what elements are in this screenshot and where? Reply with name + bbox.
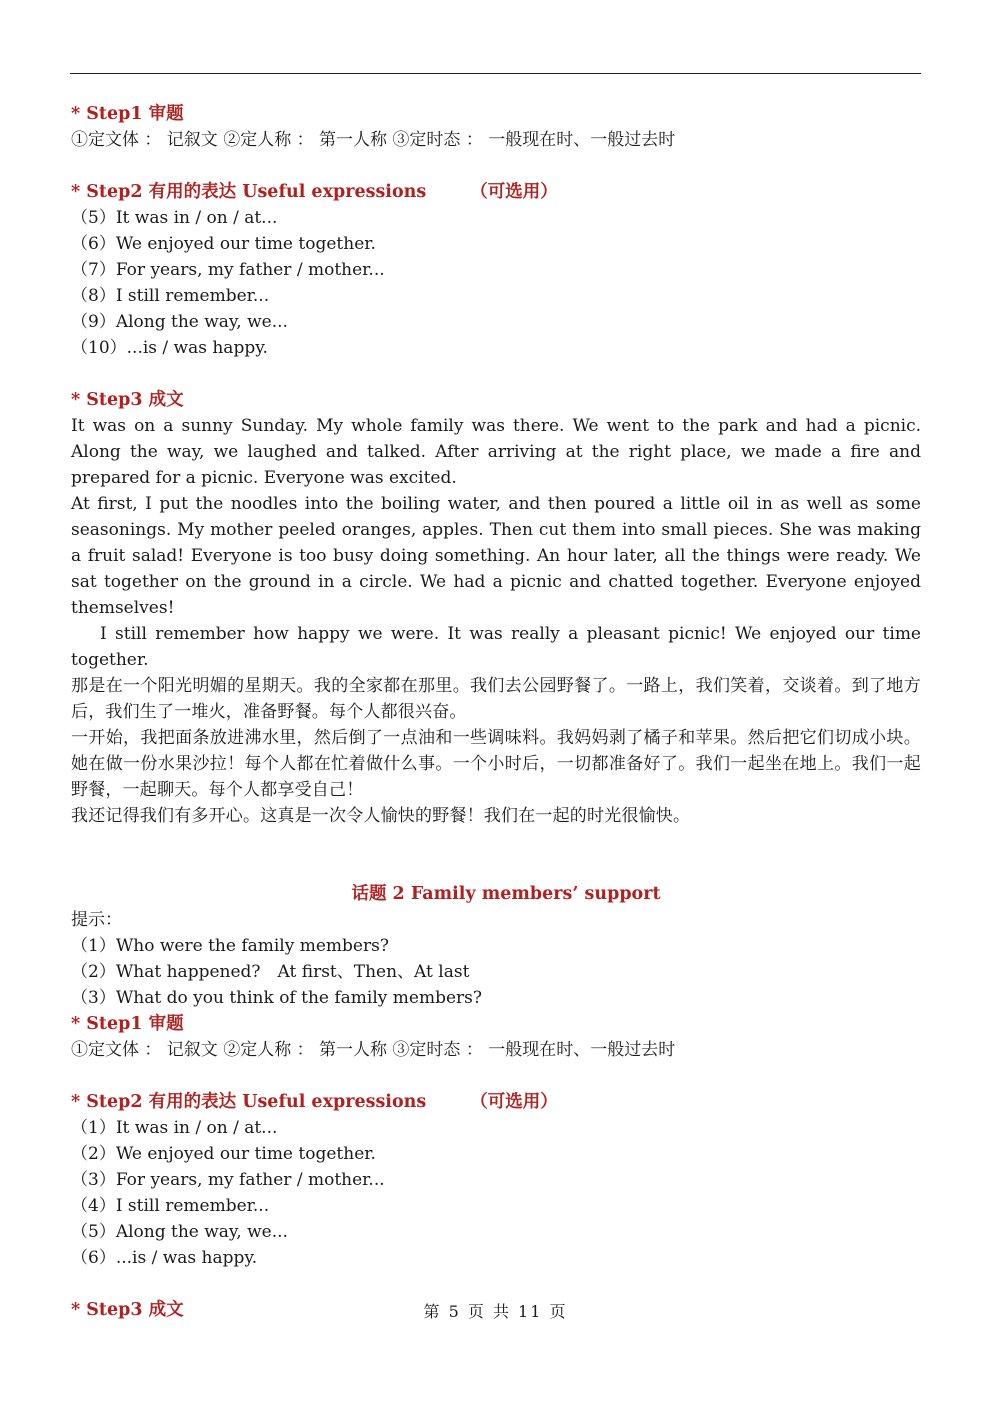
step2-heading	[71, 179, 921, 205]
expression-item: （10）...is / was happy.	[71, 338, 268, 358]
topic2-step1-line: ①定文体 ： 记叙文 ②定人称 ： 第一人称 ③定时态 ： 一般现在时、一般过去时	[71, 1040, 676, 1060]
step1-heading: * Step1 审题	[71, 104, 184, 124]
topic2-step2-optional: （可选用）	[470, 1092, 558, 1112]
topic2-step3-heading: * Step3 成文	[71, 1300, 184, 1320]
step2-heading-text: * Step2 有用的表达 Useful expressions	[71, 182, 427, 202]
expression-item: （7）For years, my father / mother...	[71, 260, 385, 280]
topic2-step2-heading-text: * Step2 有用的表达 Useful expressions	[71, 1092, 427, 1112]
expression-item: （9）Along the way, we...	[71, 312, 288, 332]
topic2-expression-item: （3）For years, my father / mother...	[71, 1170, 385, 1190]
step1-line: ①定文体 ： 记叙文 ②定人称 ： 第一人称 ③定时态 ： 一般现在时、一般过去时	[71, 130, 676, 150]
page-number: 第 5 页 共 11 页	[423, 1302, 568, 1321]
topic2-title: 话题 2 Family members’ support	[351, 884, 661, 904]
essay-en-paragraph: It was on a sunny Sunday. My whole family was there. We went to the park and had a picnic. Along the way, we laughed and talked. After arriving at the right place, we made a fire and prepared for a picnic. Everyone was excited.	[71, 416, 921, 488]
page-content	[71, 101, 921, 1323]
expression-item: （6）We enjoyed our time together.	[71, 234, 376, 254]
essay-en-paragraph: At first, I put the noodles into the boiling water, and then poured a little oil in as well as some seasonings. My mother peeled oranges, apples. Then cut them into small pieces. She was making a fruit salad! Everyone is too busy doing something. An hour later, all the things were ready. We sat together on the ground in a circle. We had a picnic and chatted together. Everyone enjoyed themselves!	[71, 494, 921, 618]
topic2-expression-item: （4）I still remember...	[71, 1196, 270, 1216]
hint-label: 提示：	[71, 910, 122, 930]
essay-zh-paragraph: 那是在一个阳光明媚的星期天。我的全家都在那里。我们去公园野餐了。一路上，我们笑着，交谈着。到了地方后，我们生了一堆火，准备野餐。每个人都很兴奋。	[71, 676, 921, 722]
expression-item: （5）It was in / on / at...	[71, 208, 278, 228]
hint-item: （1）Who were the family members?	[71, 936, 389, 956]
expression-item: （8）I still remember...	[71, 286, 270, 306]
topic2-step1-heading: * Step1 审题	[71, 1014, 184, 1034]
topic2-expression-item: （1）It was in / on / at...	[71, 1118, 278, 1138]
hint-item: （2）What happened? At first、Then、At last	[71, 962, 470, 982]
topic2-expression-item: （2）We enjoyed our time together.	[71, 1144, 376, 1164]
header-rule	[70, 73, 921, 74]
topic2-expression-item: （5）Along the way, we...	[71, 1222, 288, 1242]
step2-optional: （可选用）	[470, 182, 558, 202]
essay-zh-paragraph: 我还记得我们有多开心。这真是一次令人愉快的野餐！我们在一起的时光很愉快。	[71, 806, 691, 826]
topic2-expression-item: （6）...is / was happy.	[71, 1248, 258, 1268]
hint-item: （3）What do you think of the family members?	[71, 988, 483, 1008]
essay-en-paragraph: I still remember how happy we were. It was really a pleasant picnic! We enjoyed our time together.	[71, 624, 921, 670]
essay-zh-paragraph: 一开始，我把面条放进沸水里，然后倒了一点油和一些调味料。我妈妈剥了橘子和苹果。然后把它们切成小块。她在做一份水果沙拉！每个人都在忙着做什么事。一个小时后，一切都准备好了。我们一起坐在地上。我们一起野餐，一起聊天。每个人都享受自己！	[71, 728, 921, 800]
topic2-step2-heading	[71, 1089, 921, 1115]
step3-heading: * Step3 成文	[71, 390, 184, 410]
